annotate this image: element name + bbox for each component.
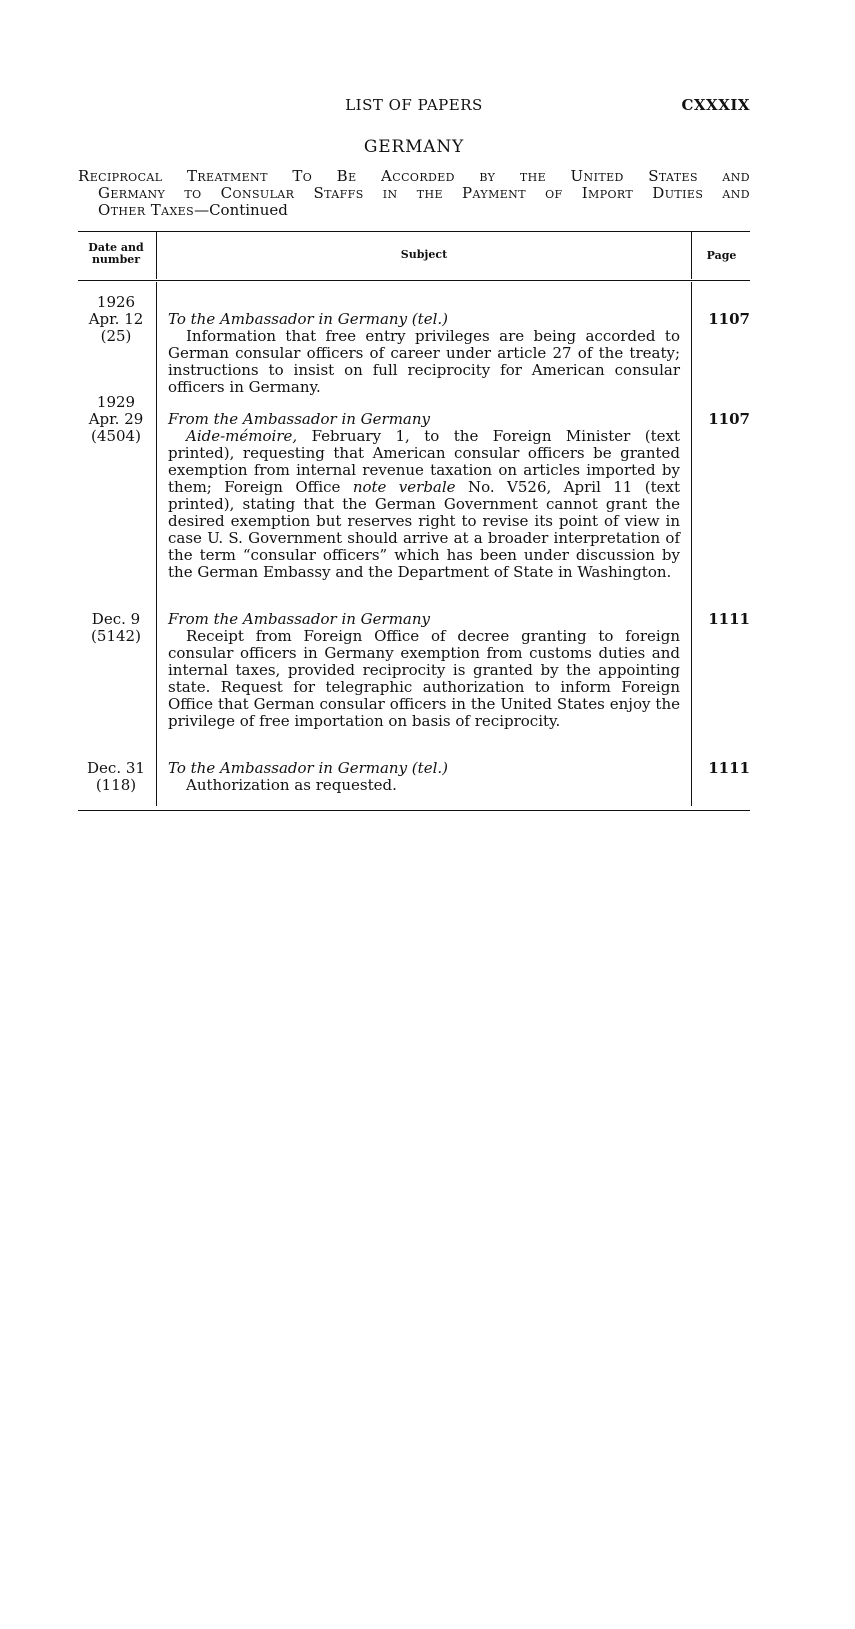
section-heading-continued: —Continued xyxy=(194,201,288,219)
entry-year: 1926 xyxy=(96,293,136,311)
date-cell xyxy=(78,394,154,445)
section-heading-line: Germany to Consular Staffs in the Payment of Import Duties and xyxy=(98,184,750,202)
entry-date: Apr. 12 xyxy=(88,310,144,328)
entry-date: Apr. 29 xyxy=(88,410,144,428)
date-cell xyxy=(78,611,154,645)
entry-summary-italic: note verbale xyxy=(352,478,456,496)
subject-cell xyxy=(168,411,680,581)
entry-number: (25) xyxy=(100,327,132,345)
column-header-subject: Subject xyxy=(400,248,448,261)
country-heading: GERMANY xyxy=(363,137,465,157)
column-header-date xyxy=(78,242,154,266)
entry-summary xyxy=(168,428,680,581)
column-header-page: Page xyxy=(706,249,737,262)
entry-addressee: From the Ambassador in Germany xyxy=(168,410,431,428)
entry-page: 1111 xyxy=(708,759,750,777)
entry-summary: Authorization as requested. xyxy=(186,776,397,794)
entry-summary-text: February 1, to the Foreign Minister (text printed), requesting that American consular officers be granted exemption from internal revenue taxation on articles imported by them; Foreign Office xyxy=(168,427,680,496)
date-cell xyxy=(78,294,154,345)
section-heading-smallcaps: Other Taxes xyxy=(98,201,195,219)
section-heading-line xyxy=(78,202,750,219)
entry-addressee: To the Ambassador in Germany (tel.) xyxy=(168,759,448,777)
subject-cell xyxy=(168,611,680,730)
entry-summary: Information that free entry privileges are being accorded to German consular officers of career under article 27 of the treaty; instructions to insist on full reciprocity for American consular officers in Germany. xyxy=(168,327,680,396)
entry-summary-text: No. V526, April 11 (text printed), stating that the German Government cannot grant the desired exemption but reserves right to revise its point of view in case U. S. Government should arrive at a broader interpretation of the term “consular officers” which has been under discussion by the German Embassy and the Department of State in Washington. xyxy=(168,478,681,581)
column-divider xyxy=(156,282,157,806)
entry-addressee: From the Ambassador in Germany xyxy=(168,610,431,628)
table-bottom-rule xyxy=(78,810,750,811)
entry-page: 1107 xyxy=(708,310,750,328)
running-title: LIST OF PAPERS xyxy=(345,96,483,114)
section-heading xyxy=(78,168,750,219)
section-heading-line: Reciprocal Treatment To Be Accorded by the United States and xyxy=(78,167,750,185)
subject-cell xyxy=(168,311,680,396)
entry-date: Dec. 9 xyxy=(91,610,141,628)
entry-summary-italic: Aide-mémoire, xyxy=(186,427,298,445)
entry-date: Dec. 31 xyxy=(87,759,145,777)
entry-number: (4504) xyxy=(91,427,141,445)
table-header-rule xyxy=(78,280,750,281)
entry-number: (118) xyxy=(95,776,137,794)
subject-cell xyxy=(168,760,680,794)
column-header-date-line: Date and xyxy=(88,241,144,254)
entry-summary: Receipt from Foreign Office of decree granting to foreign consular officers in Germany exemption from customs duties and internal taxes, provided reciprocity is granted by the appointing state. Request for telegraphic authorization to inform Foreign Office that German consular officers in the United States enjoy the privilege of free importation on basis of reciprocity. xyxy=(168,627,680,730)
table-top-rule xyxy=(78,231,750,232)
column-divider xyxy=(691,231,692,279)
column-divider xyxy=(156,231,157,279)
entry-page: 1111 xyxy=(708,610,750,628)
running-head xyxy=(78,96,750,116)
column-divider xyxy=(691,282,692,806)
page-number: CXXXIX xyxy=(681,96,750,114)
entry-year: 1929 xyxy=(96,393,136,411)
entry-page: 1107 xyxy=(708,410,750,428)
date-cell xyxy=(78,760,154,794)
entry-addressee: To the Ambassador in Germany (tel.) xyxy=(168,310,448,328)
entry-number: (5142) xyxy=(91,627,141,645)
column-header-date-line: number xyxy=(91,253,141,266)
papers-table xyxy=(78,231,750,812)
